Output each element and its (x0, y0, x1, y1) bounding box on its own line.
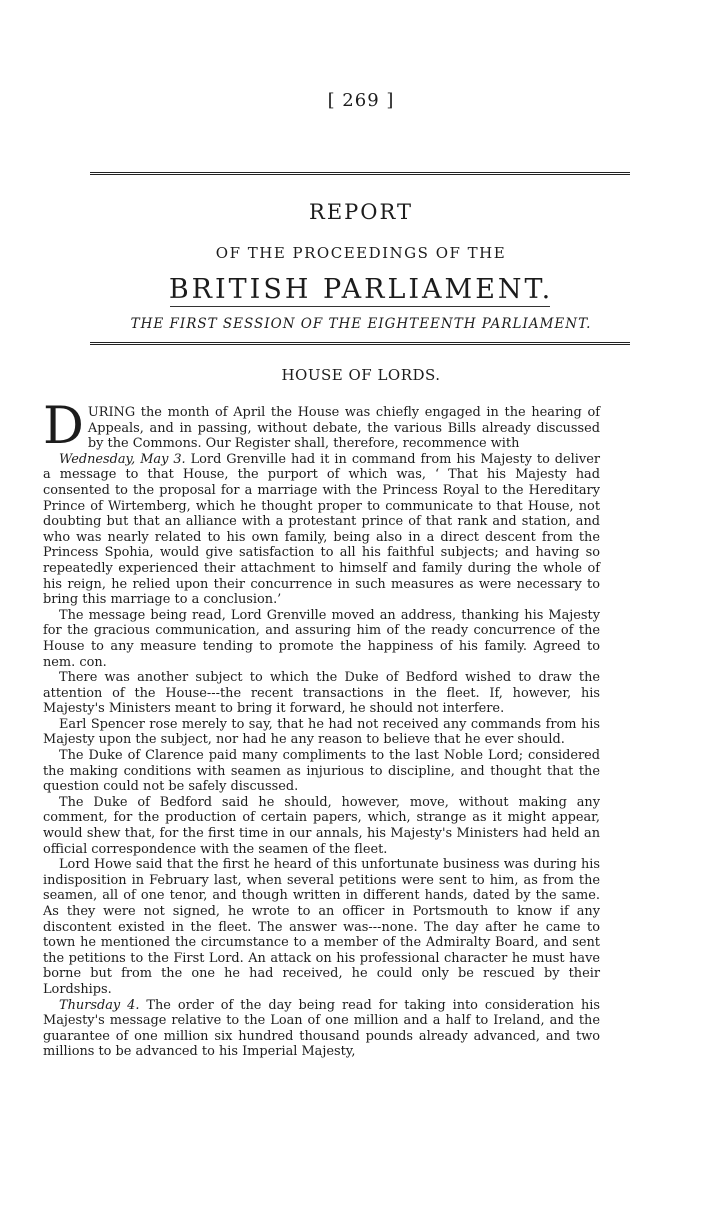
paragraph-8: Lord Howe said that the first he heard of this unfortunate business was during his indisposition in February last, when several petitions were sent to him, as from the seamen, all of one tenor, and though written in different hands, dated by the same. As they were not signed, he wrote to an officer in Portsmouth to know if any discontent existed in the fleet. The answer was---none. The day after he came to town he mentioned the circumstance to a member of the Admiralty Board, and sent the petitions to the First Lord. An attack on his professional character he must have borne but from the one he had received, he could only be rescued by their Lordships. (43, 857, 600, 997)
parliament-title: BRITISH PARLIAMENT. (168, 274, 554, 305)
paragraph-1 (43, 397, 600, 456)
paragraph-5: Earl Spencer rose merely to say, that he had not received any commands from his Majesty upon the subject, nor had he any reason to believe that he ever should. (43, 716, 600, 748)
paragraph-7: The Duke of Bedford said he should, however, move, without making any comment, for the production of certain papers, which, strange as it might appear, would shew that, for the first time in our annals, his Majesty's Ministers had held an official correspondence with the seamen of the fleet. (43, 794, 600, 857)
session-line: THE FIRST SESSION OF THE EIGHTEENTH PARLIAMENT. (130, 316, 592, 332)
paragraph-9-text: The order of the day being read for taking into consideration his Majesty's message relative to the Loan of one million and a half to Ireland, and the guarantee of one million six hundred thousand pounds already advanced, and two millions to be advanced to his Imperial Majesty, (43, 997, 600, 1060)
paragraph-3: The message being read, Lord Grenville moved an address, thanking his Majesty for the gracious communication, and assuring him of the ready concurrence of the House to any measure tending to promote the happiness of his family. Agreed to nem. con. (43, 607, 600, 670)
drop-cap: D (43, 397, 84, 456)
page-number: [ 269 ] (327, 90, 395, 111)
report-title: REPORT (309, 200, 413, 224)
title-underline (170, 306, 550, 307)
paragraph-1-text: URING the month of April the House was chiefly engaged in the hearing of Appeals, and in passing, without debate, the various Bills already discussed by the Commons. Our Register shall, therefore, recommence with (87, 405, 600, 452)
paragraph-9 (43, 998, 600, 1060)
report-subtitle: OF THE PROCEEDINGS OF THE (215, 244, 507, 262)
article-body (43, 397, 600, 1060)
top-divider (90, 172, 630, 175)
paragraph-2 (43, 452, 600, 608)
section-heading: HOUSE OF LORDS. (281, 366, 441, 384)
paragraph-2-text: Lord Grenville had it in command from his Majesty to deliver a message to that House, the purport of which was, ‘ That his Majesty had consented to the proposal for a marriage with the Princess Royal to the Hereditary Prince of Wirtemberg, which he thought proper to communicate to that House, not doubting but that an alliance with a protestant prince of that rank and station, and who was nearly related to his own family, being also in a direct descent from the Princess Spohia, would give satisfaction to all his faithful subjects; and having so repeatedly experienced their attachment to himself and family during the whole of his reign, he relied upon their concurrence in such measures as were necessary to bring this marriage to a conclusion.’ (43, 451, 600, 608)
date-wednesday: Wednesday, May 3. (59, 451, 186, 467)
paragraph-6: The Duke of Clarence paid many compliments to the last Noble Lord; considered the making conditions with seamen as injurious to discipline, and thought that the question could not be safely discussed. (43, 748, 600, 795)
paragraph-4: There was another subject to which the Duke of Bedford wished to draw the attention of the House---the recent transactions in the fleet. If, however, his Majesty's Ministers meant to bring it forward, he should not interfere. (43, 670, 600, 717)
session-divider (90, 342, 630, 345)
date-thursday: Thursday 4. (59, 997, 140, 1013)
